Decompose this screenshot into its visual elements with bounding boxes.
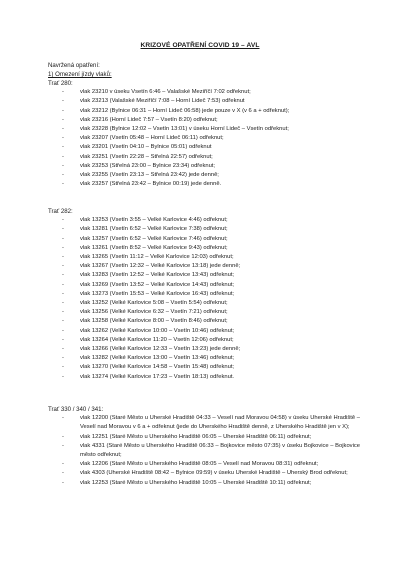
line-280-section [48, 79, 358, 189]
list-item: - vlak 13258 (Velké Karlovice 8:00 – Vsetín 8:46) odřeknut; [48, 317, 358, 326]
section-heading: 1) Omezení jízdy vlaků: [48, 71, 112, 78]
line-header: Trať 282: [48, 208, 73, 215]
list-item: - vlak 23255 (Vsetín 23:13 – Střelná 23:42) jede denně; [48, 171, 358, 180]
list-item: - vlak 13261 (Vsetín 8:52 – Velké Karlovice 9:43) odřeknut; [48, 244, 358, 253]
list-item: - vlak 23251 (Vsetín 22:28 – Střelná 22:57) odřeknut; [48, 153, 358, 162]
list-item: - vlak 13282 (Velké Karlovice 13:00 – Vsetín 13:46) odřeknut; [48, 354, 358, 363]
list-item: - vlak 12251 (Staré Město u Uherského Hradiště 06:05 – Uherské Hradiště 06:11) odřeknut; [48, 433, 360, 442]
list-item: - vlak 13253 (Vsetín 3:55 – Velké Karlovice 4:46) odřeknut; [48, 216, 358, 225]
list-item: - vlak 13257 (Vsetín 6:52 – Velké Karlovice 7:46) odřeknut; [48, 235, 358, 244]
list-item: - vlak 13269 (Vsetín 13:52 – Velké Karlovice 14:43) odřeknut; [48, 281, 358, 290]
line-header: Trať 330 / 340 / 341: [48, 406, 104, 413]
list-item: - vlak 12206 (Staré Město u Uherského Hradiště 08:05 – Veselí nad Moravou 08:31) odřeknut; [48, 460, 360, 469]
list-item: - vlak 13266 (Velké Karlovice 12:33 – Vsetín 13:23) jede denně; [48, 345, 358, 354]
list-item: - vlak 13283 (Vsetín 12:52 – Velké Karlovice 13:43) odřeknut; [48, 271, 358, 280]
intro-text: Navržená opatření: [48, 62, 100, 69]
line-header: Trať 280: [48, 80, 73, 87]
list-item: - vlak 23253 (Střelná 23:00 – Bylnice 23:34) odřeknut; [48, 162, 358, 171]
document-title: KRIZOVÉ OPATŘENÍ COVID 19 – AVL [140, 42, 260, 49]
list-item: - vlak 13273 (Vsetín 15:53 – Velké Karlovice 16:43) odřeknut; [48, 290, 358, 299]
list-item: - vlak 12253 (Staré Město u Uherského Hradiště 10:05 – Uherské Hradiště 10:11) odřeknut; [48, 479, 360, 488]
list-item: - vlak 13274 (Velké Karlovice 17:23 – Vsetín 18:13) odřeknut. [48, 373, 358, 382]
list-item: - vlak 13267 (Vsetín 12:32 – Velké Karlovice 13:18) jede denně; [48, 262, 358, 271]
list-item: - vlak 23201 (Vsetín 04:10 – Bylnice 05:01) odřeknut [48, 143, 358, 152]
list-item: - vlak 13252 (Velké Karlovice 5:08 – Vsetín 5:54) odřeknut; [48, 299, 358, 308]
list-item: - vlak 13264 (Velké Karlovice 11:20 – Vsetín 12:06) odřeknut; [48, 336, 358, 345]
list-item: - vlak 23212 (Bylnice 06:31 – Horní Lideč 06:58) jede pouze v X (v 6 a + odřeknut); [48, 107, 358, 116]
list-item: - vlak 23213 (Valašské Meziříčí 7:08 – Horní Lideč 7:53) odřeknut [48, 97, 358, 106]
list-item: - vlak 23216 (Horní Lideč 7:57 – Vsetín 8:20) odřeknut; [48, 116, 358, 125]
list-item: - vlak 13281 (Vsetín 6:52 – Velké Karlovice 7:38) odřeknut; [48, 225, 358, 234]
list-item: - vlak 13270 (Velké Karlovice 14:58 – Vsetín 15:48) odřeknut; [48, 363, 358, 372]
list-item: - vlak 12200 (Staré Město u Uherské Hradiště 04:33 – Veselí nad Moravou 04:58) v úseku Uherské Hradiště – Veselí nad Moravou v 6 a + odřeknut (jede do Uherského Hradiště denně, z Uherského Hradiště jen v X); [48, 414, 360, 432]
line-282-section [48, 207, 358, 382]
list-item: - vlak 13256 (Velké Karlovice 6:32 – Vsetín 7:21) odřeknut; [48, 308, 358, 317]
list-item: - vlak 4331 (Staré Město u Uherského Hradiště 06:33 – Bojkovice město 07:35) v úseku Bojkovice – Bojkovice město odřeknut; [48, 442, 360, 460]
line-330-340-341-section [48, 405, 358, 488]
list-item: - vlak 4303 (Uherské Hradiště 08:42 – Bylnice 09:59) v úseku Uherské Hradiště – Uherský Brod odřeknut; [48, 469, 360, 478]
list-item: - vlak 23257 (Střelná 23:42 – Bylnice 00:19) jede denně. [48, 180, 358, 189]
list-item: - vlak 23207 (Vsetín 05:48 – Horní Lideč 06:11) odřeknut; [48, 134, 358, 143]
list-item: - vlak 23210 v úseku Vsetín 6:46 – Valašské Meziříčí 7:02 odřeknut; [48, 88, 358, 97]
list-item: - vlak 13262 (Velké Karlovice 10:00 – Vsetín 10:46) odřeknut; [48, 327, 358, 336]
list-item: - vlak 13265 (Vsetín 11:12 – Velké Karlovice 12:03) odřeknut; [48, 253, 358, 262]
list-item: - vlak 23228 (Bylnice 12:02 – Vsetín 13:01) v úseku Horní Lideč – Vsetín odřeknut; [48, 125, 358, 134]
